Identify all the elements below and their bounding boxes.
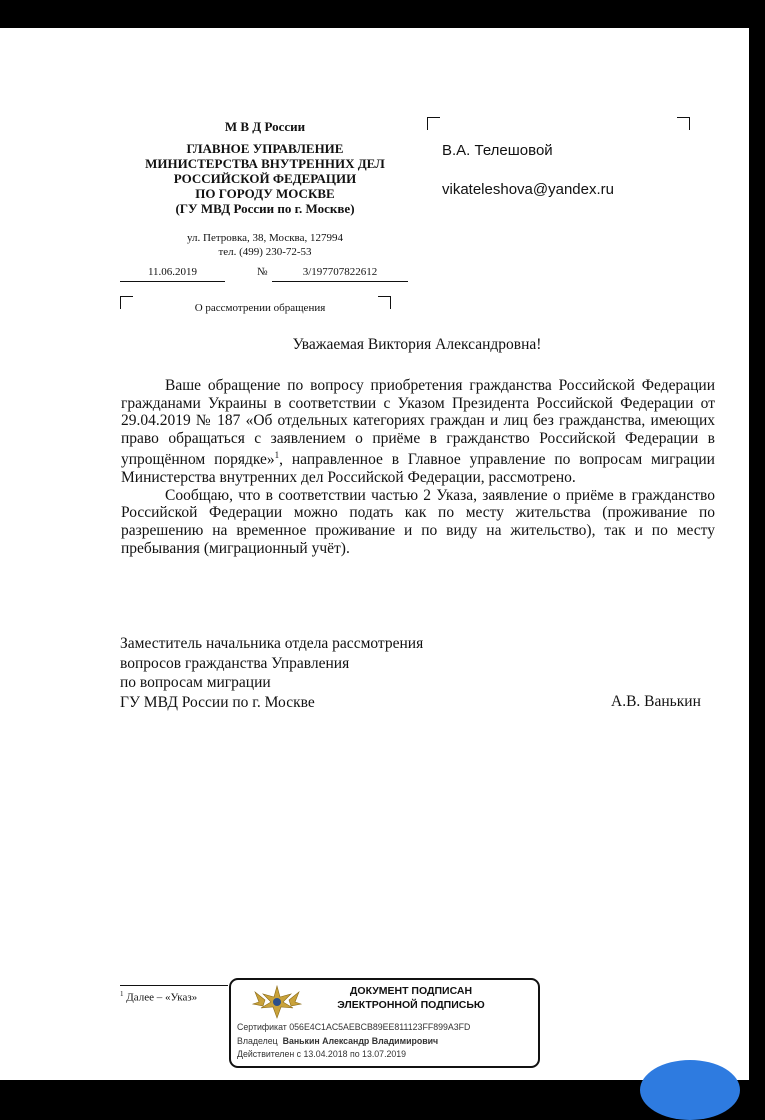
owner-label: Владелец	[237, 1036, 278, 1046]
signer-line: Заместитель начальника отдела рассмотрения	[120, 635, 424, 652]
organization-name	[120, 141, 410, 216]
body-text: , направленное в Главное управление по вопросам миграции Министерства внутренних дел Российской Федерации, рассмотрено.	[121, 451, 715, 487]
owner-value: Ванькин Александр Владимирович	[282, 1036, 439, 1046]
corner-mark	[427, 117, 440, 130]
e-signature-stamp	[229, 978, 540, 1068]
recipient-email: vikateleshova@yandex.ru	[442, 181, 614, 198]
letter-page	[0, 28, 749, 1080]
letter-body	[121, 377, 715, 557]
org-line: МИНИСТЕРСТВА ВНУТРЕННИХ ДЕЛ	[145, 156, 385, 171]
org-phone: тел. (499) 230-72-53	[218, 246, 312, 258]
org-line: ПО ГОРОДУ МОСКВЕ	[195, 186, 335, 201]
body-text: Ваше обращение по вопросу приобретения гражданства Российской Федерации гражданами Украины в соответствии с Указом Президента Российской Федерации от 29.04.2019 № 187 «Об отдельных категориях граждан и лиц без гражданства, имеющих право обращаться с заявлением о приёме в гражданство Российской Федерации в упрощённом порядке»	[121, 377, 715, 469]
footnote-mark: 1	[120, 990, 124, 998]
org-line: ГЛАВНОЕ УПРАВЛЕНИЕ	[186, 141, 344, 156]
stamp-certificate	[237, 1022, 470, 1032]
certificate-value: 056E4C1AC5AEBCB89EE811123FF899A3FD	[289, 1022, 471, 1032]
footnote-reference: 1	[274, 450, 280, 461]
letter-subject: О рассмотрении обращения	[194, 302, 326, 314]
signer-line: вопросов гражданства Управления	[120, 654, 350, 672]
certificate-label: Сертификат	[237, 1022, 287, 1032]
corner-mark	[677, 117, 690, 130]
footnote-text: Далее – «Указ»	[126, 991, 198, 1004]
body-paragraph	[121, 377, 715, 487]
salutation: Уважаемая Виктория Александровна!	[292, 336, 542, 353]
signer-line: по вопросам миграции	[120, 674, 271, 691]
stamp-validity: Действителен с 13.04.2018 по 13.07.2019	[237, 1049, 407, 1059]
stamp-title	[311, 984, 511, 1012]
number-sign: №	[257, 266, 268, 278]
floating-action-button[interactable]	[640, 1060, 740, 1120]
org-line: (ГУ МВД России по г. Москве)	[175, 201, 355, 216]
footnote	[120, 990, 197, 1004]
letter-date: 11.06.2019	[147, 266, 198, 278]
org-line: РОССИЙСКОЙ ФЕДЕРАЦИИ	[173, 171, 357, 186]
body-paragraph: Сообщаю, что в соответствии частью 2 Указа, заявление о приёме в гражданство Российской Федерации можно подать как по месту жительства (проживание по разрешению на временное проживание и по виду на жительство), так и по месту пребывания (миграционный учёт).	[121, 486, 715, 557]
stamp-title-line: ЭЛЕКТРОННОЙ ПОДПИСЬЮ	[337, 999, 485, 1011]
footnote-separator	[120, 985, 228, 986]
letter-number: 3/197707822612	[302, 266, 378, 278]
date-underline	[120, 281, 225, 282]
stamp-title-line: ДОКУМЕНТ ПОДПИСАН	[349, 985, 473, 997]
signer-name: А.В. Ванькин	[611, 693, 701, 710]
signer-line: ГУ МВД России по г. Москве	[120, 693, 315, 711]
stamp-owner	[237, 1036, 438, 1046]
number-underline	[272, 281, 408, 282]
recipient-name: В.А. Телешовой	[442, 142, 553, 159]
ministry-name: М В Д России	[224, 119, 306, 134]
emblem-icon	[251, 984, 303, 1022]
signer-position	[120, 634, 423, 712]
org-address: ул. Петровка, 38, Москва, 127994	[187, 232, 343, 244]
